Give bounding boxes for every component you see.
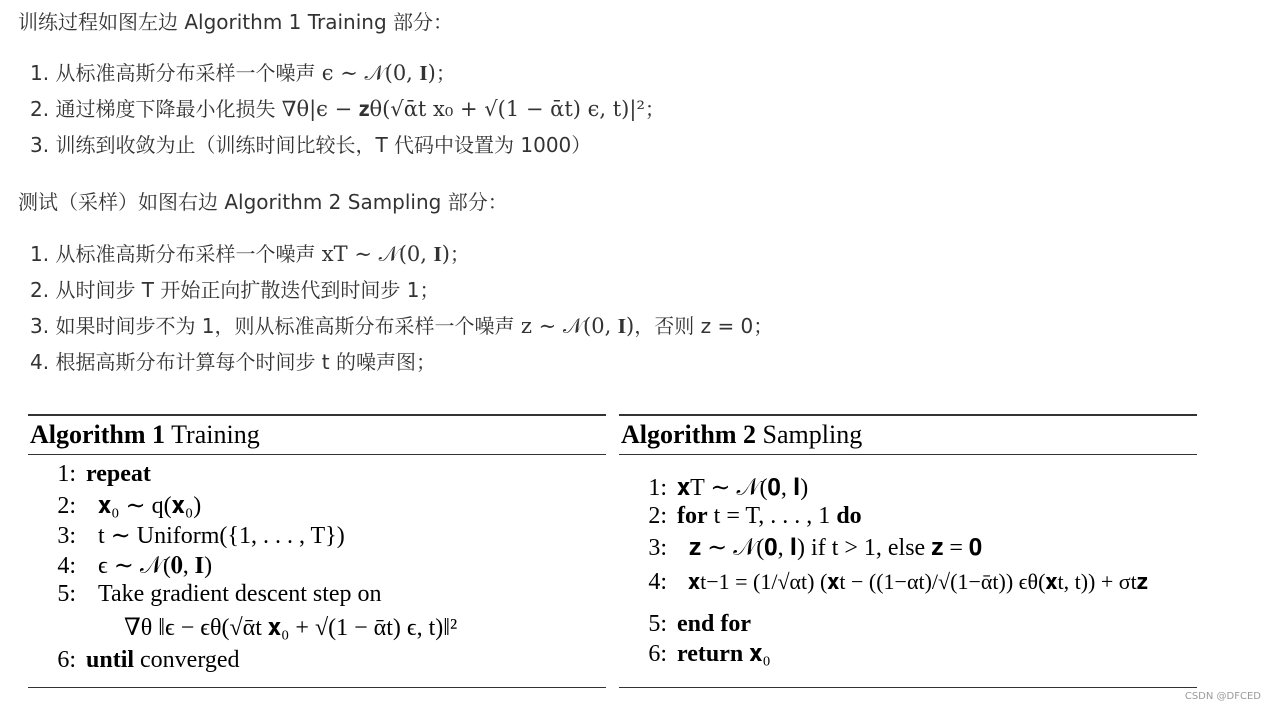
algo1-line-5: 5: Take gradient descent step on <box>57 581 382 607</box>
list-item: 3. 如果时间步不为 1，则从标准高斯分布采样一个噪声 z ∼ 𝒩(0, 𝐈)，否则 z = 0； <box>30 314 774 338</box>
algo2-line-4: 4: 𝐱t−1 = (1/√αt) (𝐱t − ((1−αt)/√(1−ᾱt)) ϵθ(𝐱t, t)) + σt𝐳 <box>648 569 1148 595</box>
algo1-loss-formula: ∇θ ‖ϵ − ϵθ(√ᾱt 𝐱₀ + √(1 − ᾱt) ϵ, t)‖² <box>124 615 458 641</box>
algorithm-1-title: Algorithm 1 Training <box>28 416 606 455</box>
sampling-steps-list <box>30 236 773 380</box>
algorithm-1-box <box>28 414 606 687</box>
list-item: 2. 通过梯度下降最小化损失 ∇θ|ϵ − 𝐳θ(√ᾱt x₀ + √(1 − ᾱt) ϵ, t)|²； <box>30 97 665 121</box>
list-item: 4. 根据高斯分布计算每个时间步 t 的噪声图； <box>30 350 436 374</box>
algorithm-2-title: Algorithm 2 Sampling <box>619 416 1197 455</box>
list-item: 3. 训练到收敛为止（训练时间比较长，T 代码中设置为 1000） <box>30 133 592 157</box>
algo2-line-1: 1: 𝐱T ∼ 𝒩(𝟎, 𝐈) <box>648 475 809 501</box>
algo1-line-6: 6: until converged <box>57 647 240 673</box>
algo2-line-2: 2: for t = T, . . . , 1 do <box>648 503 862 529</box>
watermark: CSDN @DFCED <box>1184 691 1261 702</box>
list-item: 1. 从标准高斯分布采样一个噪声 xT ∼ 𝒩(0, 𝐈)； <box>30 242 470 266</box>
algo2-line-6: 6: return 𝐱₀ <box>648 641 771 667</box>
algo2-line-3: 3: 𝐳 ∼ 𝒩(𝟎, 𝐈) if t > 1, else 𝐳 = 𝟎 <box>648 535 983 561</box>
training-intro: 训练过程如图左边 Algorithm 1 Training 部分： <box>18 10 454 34</box>
algo1-line-2: 2: 𝐱₀ ∼ q(𝐱₀) <box>57 493 202 519</box>
list-item: 2. 从时间步 T 开始正向扩散迭代到时间步 1； <box>30 278 440 302</box>
algo1-line-3: 3: t ∼ Uniform({1, . . . , T}) <box>57 523 345 549</box>
algo1-line-4: 4: ϵ ∼ 𝒩(𝟎, 𝐈) <box>57 553 213 579</box>
list-item: 1. 从标准高斯分布采样一个噪声 ϵ ∼ 𝒩(0, 𝐈)； <box>30 61 456 85</box>
algo2-line-5: 5: end for <box>648 611 751 637</box>
algorithm-2-box <box>619 414 1197 687</box>
sampling-intro: 测试（采样）如图右边 Algorithm 2 Sampling 部分： <box>18 190 508 214</box>
training-steps-list <box>30 55 665 163</box>
algo1-line-1: 1: repeat <box>57 461 151 487</box>
